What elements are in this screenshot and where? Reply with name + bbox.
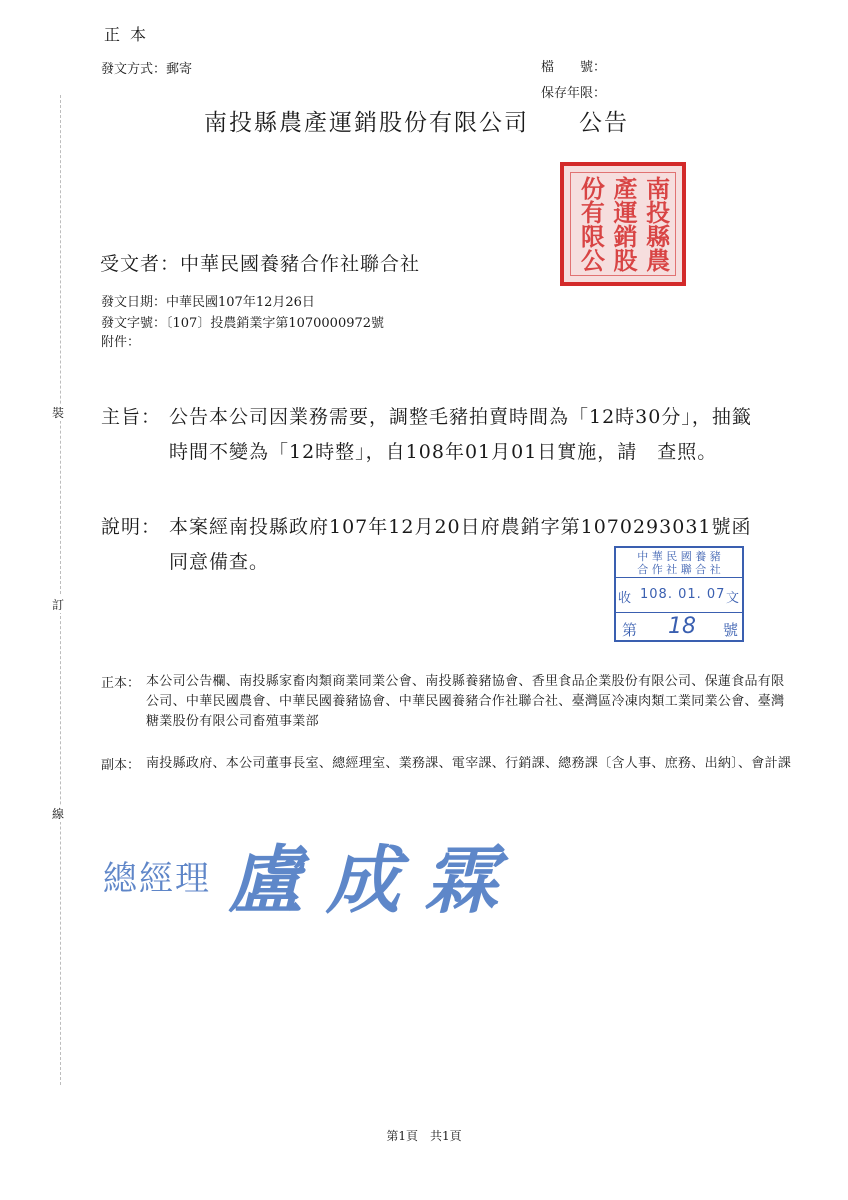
binding-char-ding: 訂	[52, 598, 65, 612]
seal-char: 縣	[641, 224, 671, 248]
document-number: 發文字號：〔107〕投農銷業字第1070000972號	[101, 316, 385, 331]
receipt-number-prefix: 第	[622, 621, 638, 639]
explanation-text: 本案經南投縣政府107年12月20日府農銷字第1070293031號函同意備查。	[169, 516, 752, 573]
seal-char: 產	[609, 176, 639, 200]
document-title: 南投縣農產運銷股份有限公司 公告	[204, 110, 629, 136]
file-number-label: 檔 號：	[541, 60, 607, 75]
general-manager-title: 總經理	[103, 859, 211, 899]
copy-recipients-label: 副本：	[101, 758, 141, 773]
recipient: 受文者：中華民國養豬合作社聯合社	[100, 253, 421, 275]
seal-char: 份	[576, 176, 606, 200]
seal-char: 運	[609, 200, 639, 224]
retention-period-label: 保存年限：	[541, 86, 607, 101]
page-indicator: 第1頁 共1頁	[386, 1129, 462, 1143]
receipt-number: 18	[668, 614, 696, 639]
copy-mark: 正本	[104, 25, 157, 44]
seal-char: 南	[641, 176, 671, 200]
seal-characters	[574, 176, 672, 272]
receipt-org-line1: 中 華 民 國 養 豬	[637, 550, 721, 563]
subject-label: 主旨：	[101, 406, 162, 428]
seal-char: 限	[576, 224, 606, 248]
copy-recipients-text: 南投縣政府、本公司董事長室、總經理室、業務課、電宰課、行銷課、總務課〔含人事、庶務、出納〕、會計課	[146, 756, 792, 771]
seal-char: 有	[576, 200, 606, 224]
seal-char: 股	[609, 248, 639, 272]
red-company-seal-icon	[560, 162, 686, 286]
issue-date: 發文日期：中華民國107年12月26日	[101, 295, 315, 310]
receipt-stamp-number-row	[616, 612, 742, 640]
general-manager-signature-stamp: 盧成霖	[228, 838, 522, 924]
receipt-stamp-org	[616, 548, 742, 578]
original-recipients-label: 正本：	[101, 676, 141, 691]
seal-char: 投	[641, 200, 671, 224]
binding-char-xian: 線	[52, 807, 65, 821]
send-method: 發文方式：郵寄	[101, 62, 193, 77]
receipt-org-line2: 合 作 社 聯 合 社	[637, 563, 721, 576]
binding-line	[60, 95, 61, 1085]
seal-char: 公	[576, 248, 606, 272]
receipt-date: 108. 01. 07	[640, 587, 726, 602]
binding-char-zhuang: 裝	[52, 406, 65, 420]
seal-char: 農	[641, 248, 671, 272]
receipt-received-label: 收	[618, 591, 632, 606]
receipt-number-suffix: 號	[722, 621, 738, 639]
explanation-label: 說明：	[101, 516, 162, 538]
receipt-doc-label: 文	[725, 591, 739, 606]
subject-text: 公告本公司因業務需要，調整毛豬拍賣時間為「12時30分」，抽籤時間不變為「12時整」，自108年01月01日實施，請 查照。	[169, 406, 752, 463]
receipt-stamp	[614, 546, 744, 642]
original-recipients-text: 本公司公告欄、南投縣家畜肉類商業同業公會、南投縣養豬協會、香里食品企業股份有限公司、保蓮食品有限公司、中華民國農會、中華民國養豬協會、中華民國養豬合作社聯合社、臺灣區冷凍肉類工業同業公會、臺灣糖業股份有限公司畜殖事業部	[146, 674, 785, 729]
receipt-stamp-date-row	[616, 578, 742, 613]
seal-char: 銷	[609, 224, 639, 248]
attachments: 附件：	[101, 335, 141, 350]
